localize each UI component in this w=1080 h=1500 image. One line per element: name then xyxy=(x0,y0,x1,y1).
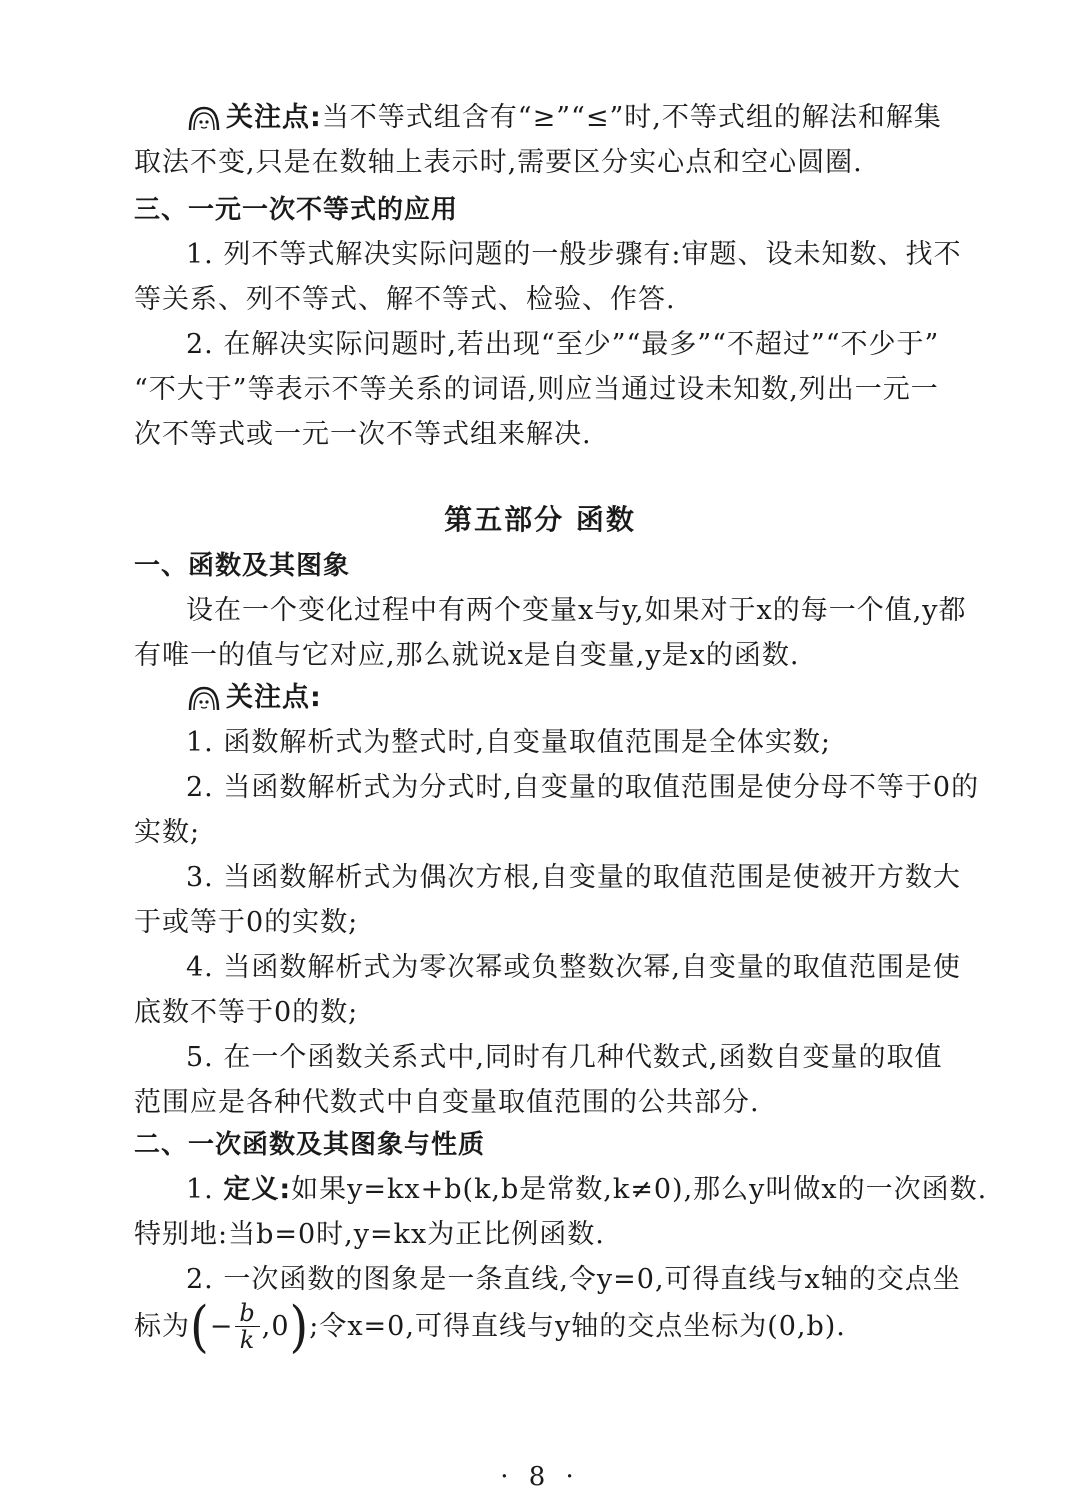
fn-def-line2: 有唯一的值与它对应,那么就说x是自变量,y是x的函数. xyxy=(134,640,800,671)
linear-def-label: 定义: xyxy=(223,1174,292,1205)
fn-note-2-line1: 2. 当函数解析式为分式时,自变量的取值范围是使分母不等于0的 xyxy=(186,772,980,803)
minus-sign: − xyxy=(209,1310,234,1342)
after-fraction: ,0 xyxy=(261,1310,290,1342)
fn-note-4-line2: 底数不等于0的数; xyxy=(134,997,359,1028)
linear-graph-line2 xyxy=(134,1294,949,1360)
item2-line3: 次不等式或一元一次不等式组来解决. xyxy=(134,419,592,450)
note-line-2: 取法不变,只是在数轴上表示时,需要区分实心点和空心圆圈. xyxy=(134,147,863,178)
note-text: 当不等式组含有“≥”“≤”时,不等式组的解法和解集 xyxy=(321,102,942,133)
item2-line2: “不大于”等表示不等关系的词语,则应当通过设未知数,列出一元一 xyxy=(134,374,939,405)
face-icon xyxy=(186,684,222,714)
face-icon xyxy=(186,104,222,134)
linear-def-text: 如果y=kx+b(k,b是常数,k≠0),那么y叫做x的一次函数. xyxy=(291,1174,988,1205)
fn-note-4-line1: 4. 当函数解析式为零次幂或负整数次幂,自变量的取值范围是使 xyxy=(186,952,961,983)
section-heading-3: 三、一元一次不等式的应用 xyxy=(134,195,459,225)
item1-line1: 1. 列不等式解决实际问题的一般步骤有:审题、设未知数、找不 xyxy=(186,239,962,270)
note-label: 关注点 xyxy=(226,102,310,133)
page-number: · 8 · xyxy=(500,1462,580,1492)
fn-note-5-line2: 范围应是各种代数式中自变量取值范围的公共部分. xyxy=(134,1087,760,1118)
part-title: 第五部分 函数 xyxy=(444,503,636,536)
fn-heading-2: 二、一次函数及其图象与性质 xyxy=(134,1130,486,1160)
fn-note-1: 1. 函数解析式为整式时,自变量取值范围是全体实数; xyxy=(186,727,832,758)
intercept-prefix: 标为 xyxy=(134,1310,190,1342)
note-colon: : xyxy=(310,102,322,133)
item1-line2: 等关系、列不等式、解不等式、检验、作答. xyxy=(134,284,676,315)
paren-open: ( xyxy=(190,1294,210,1359)
fn-note-5-line1: 5. 在一个函数关系式中,同时有几种代数式,函数自变量的取值 xyxy=(186,1042,943,1073)
item2-line1: 2. 在解决实际问题时,若出现“至少”“最多”“不超过”“不少于” xyxy=(186,329,940,360)
linear-def-line2: 特别地:当b=0时,y=kx为正比例函数. xyxy=(134,1219,605,1250)
linear-def-line1 xyxy=(186,1172,988,1212)
fraction xyxy=(235,1300,259,1353)
fn-note-3-line1: 3. 当函数解析式为偶次方根,自变量的取值范围是使被开方数大 xyxy=(186,862,961,893)
fn-note-2-line2: 实数; xyxy=(134,817,201,848)
fn-def-line1: 设在一个变化过程中有两个变量x与y,如果对于x的每一个值,y都 xyxy=(186,595,967,626)
linear-def-num: 1. xyxy=(186,1174,214,1205)
paren-close: ) xyxy=(289,1294,310,1359)
linear-graph-line1: 2. 一次函数的图象是一条直线,令y=0,可得直线与x轴的交点坐 xyxy=(186,1264,961,1295)
fn-note-heading xyxy=(186,680,949,720)
note-line-1 xyxy=(186,100,949,140)
fn-heading-1: 一、函数及其图象 xyxy=(134,551,351,581)
fn-note-label: 关注点: xyxy=(226,682,322,713)
intercept-expression xyxy=(134,1294,846,1359)
fn-note-3-line2: 于或等于0的实数; xyxy=(134,907,359,938)
fraction-numerator: b xyxy=(235,1300,259,1327)
fraction-denominator: k xyxy=(239,1326,256,1354)
intercept-suffix: ;令x=0,可得直线与y轴的交点坐标为(0,b). xyxy=(309,1310,846,1342)
